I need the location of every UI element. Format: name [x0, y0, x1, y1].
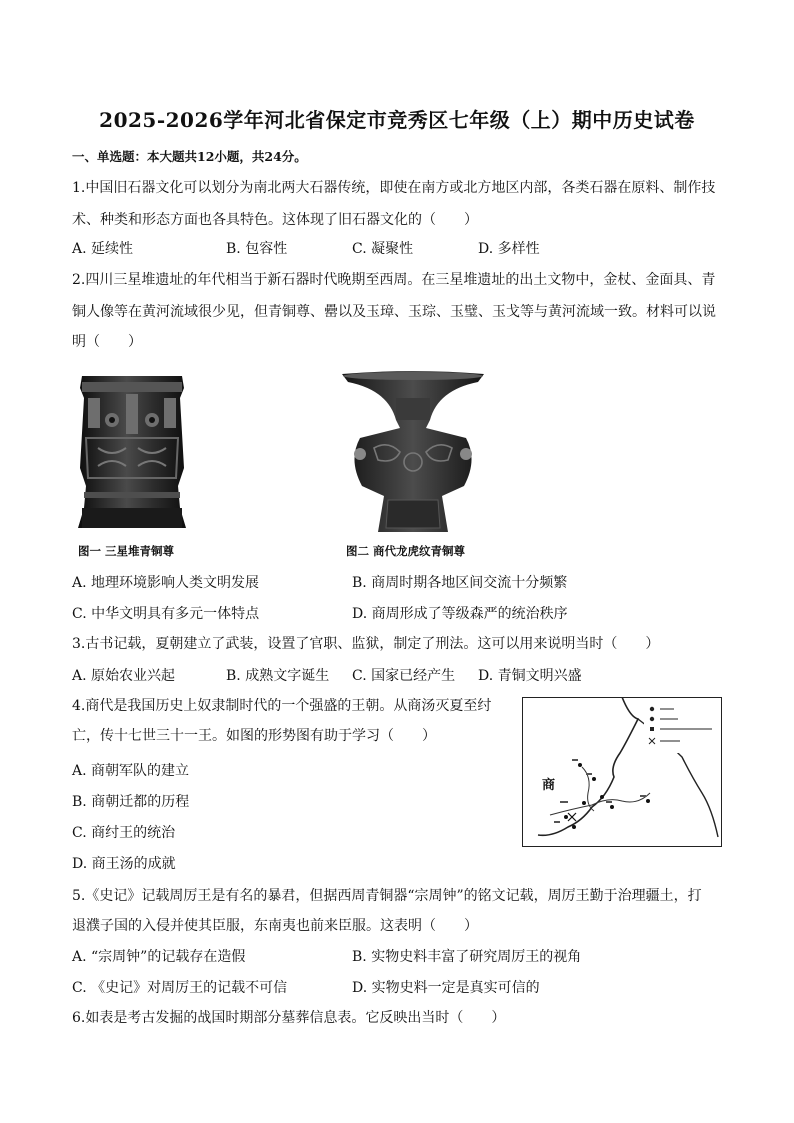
question-5-line-2: 退濮子国的入侵并使其臣服，东南夷也前来臣服。这表明（ ）	[72, 918, 478, 934]
question-2-line-2: 铜人像等在黄河流域很少见，但青铜尊、罍以及玉璋、玉琮、玉璧、玉戈等与黄河流域一致。材料可以说	[72, 304, 716, 320]
section-heading: 一、单选题：本大题共12小题，共24分。	[72, 149, 307, 164]
q2-option-b[interactable]: B. 商周时期各地区间交流十分频繁	[352, 575, 568, 591]
q3-option-d[interactable]: D. 青铜文明兴盛	[478, 668, 582, 684]
q3-option-a[interactable]: A. 原始农业兴起	[72, 668, 176, 684]
q4-option-b[interactable]: B. 商朝迁都的历程	[72, 794, 190, 810]
shang-capital-migration-map	[522, 697, 722, 847]
question-2-line-3: 明（ ）	[72, 334, 142, 350]
q2-option-a[interactable]: A. 地理环境影响人类文明发展	[72, 575, 260, 591]
q5-option-b[interactable]: B. 实物史料丰富了研究周厉王的视角	[352, 949, 582, 965]
q4-option-c[interactable]: C. 商纣王的统治	[72, 825, 176, 841]
q3-option-b[interactable]: B. 成熟文字诞生	[226, 668, 330, 684]
figure-1-caption: 图一 三星堆青铜尊	[78, 544, 175, 558]
question-1-line-1: 1.中国旧石器文化可以划分为南北两大石器传统，即使在南方或北方地区内部，各类石器在原料、制作技	[72, 180, 716, 196]
page-title: 2025-2026学年河北省保定市竞秀区七年级（上）期中历史试卷	[99, 108, 695, 132]
sanxingdui-bronze-zun-image	[68, 368, 196, 538]
q1-option-b[interactable]: B. 包容性	[226, 241, 288, 257]
q5-option-d[interactable]: D. 实物史料一定是真实可信的	[352, 980, 540, 996]
q4-option-d[interactable]: D. 商王汤的成就	[72, 856, 176, 872]
q1-option-c[interactable]: C. 凝聚性	[352, 241, 414, 257]
question-4-line-1: 4.商代是我国历史上奴隶制时代的一个强盛的王朝。从商汤灭夏至纣	[72, 698, 492, 714]
q2-option-d[interactable]: D. 商周形成了等级森严的统治秩序	[352, 606, 568, 622]
question-6-line-1: 6.如表是考古发掘的战国时期部分墓葬信息表。它反映出当时（ ）	[72, 1010, 506, 1026]
q2-option-c[interactable]: C. 中华文明具有多元一体特点	[72, 606, 260, 622]
question-2-line-1: 2.四川三星堆遗址的年代相当于新石器时代晚期至西周。在三星堆遗址的出土文物中，金杖、金面具、青	[72, 272, 716, 288]
q5-option-a[interactable]: A. “宗周钟”的记载存在造假	[72, 949, 246, 965]
q1-option-d[interactable]: D. 多样性	[478, 241, 540, 257]
question-3-line-1: 3.古书记载，夏朝建立了武装，设置了官职、监狱，制定了刑法。这可以用来说明当时（ ）	[72, 636, 660, 652]
question-5-line-1: 5.《史记》记载周厉王是有名的暴君，但据西周青铜器“宗周钟”的铭文记载，周厉王勤于治理疆土，打	[72, 888, 702, 904]
question-1-line-2: 术、种类和形态方面也各具特色。这体现了旧石器文化的（ ）	[72, 212, 478, 228]
q3-option-c[interactable]: C. 国家已经产生	[352, 668, 456, 684]
q4-option-a[interactable]: A. 商朝军队的建立	[72, 763, 190, 779]
question-4-line-2: 亡，传十七世三十一王。如图的形势图有助于学习（ ）	[72, 728, 436, 744]
q5-option-c[interactable]: C. 《史记》对周厉王的记载不可信	[72, 980, 288, 996]
map-label-shang: 商	[542, 777, 556, 792]
figure-2-caption: 图二 商代龙虎纹青铜尊	[346, 544, 466, 558]
q1-option-a[interactable]: A. 延续性	[72, 241, 134, 257]
shang-dragon-tiger-bronze-zun-image	[338, 368, 488, 538]
